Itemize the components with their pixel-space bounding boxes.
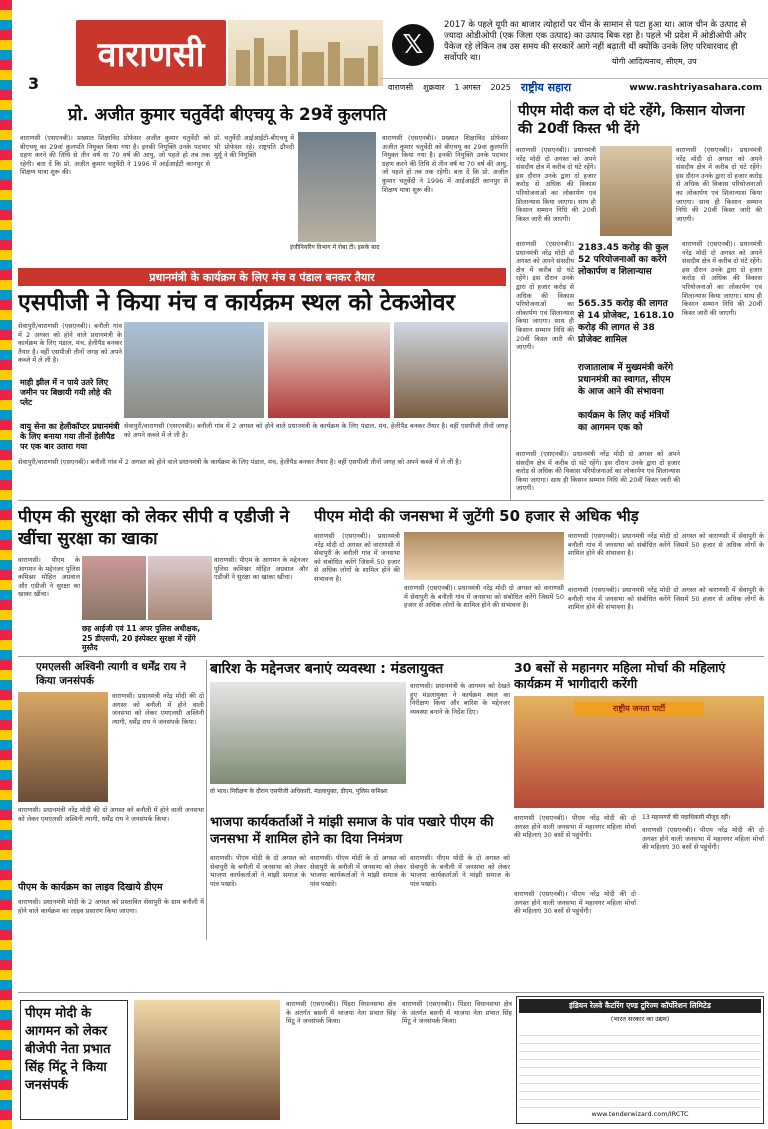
newspaper-logo: राष्ट्रीय सहारा — [520, 81, 572, 94]
headline: 30 बसों से महानगर महिला मोर्चा की महिलाएं कार्यक्रम में भागीदारी करेंगी — [514, 660, 726, 691]
color-strip — [0, 0, 12, 1129]
article-body: वाराणसी (एसएनबी)। प्रधानमंत्री नरेंद्र मोदी दो अगस्त को अपने संसदीय क्षेत्र में करीब दो घंटे रहेंगे। इस दौरान उनके द्वारा दो हजार करोड़ से अधिक की विकास परियोजनाओं का लोकार्पण एवं शिलान्यास किया जाएगा। साथ ही किसान सम्मान निधि की 20वीं किस्त जारी की जाएगी। — [516, 146, 596, 223]
article-body: वाराणसी। पीएम मोदी के दो अगस्त को सेवापुरी के बनौली में जनसभा को लेकर भाजपा कार्यकर्ताओं ने मांझी समाज के पांव पखारे। — [210, 854, 306, 888]
pandal-photo — [268, 322, 390, 418]
advert-footer[interactable]: www.tenderwizard.com/IRCTC — [591, 1110, 689, 1118]
headline: पीएम मोदी की जनसभा में जुटेंगी 50 हजार से अधिक भीड़ — [314, 507, 639, 525]
article-body: वाराणसी (एसएनबी)। प्रधानमंत्री नरेंद्र मोदी दो अगस्त को वाराणसी में सेवापुरी के बनौली गांव में जनसभा को संबोधित करेंगे जिसमें 50 हजार से अधिक लोगों के शामिल होने की संभावना है। — [314, 532, 400, 583]
article-body-2: वाराणसी (एसएनबी)। प्रधानमंत्री नरेंद्र मोदी दो अगस्त को वाराणसी में सेवापुरी के बनौली गांव में जनसभा को संबोधित करेंगे जिसमें 50 हजार से अधिक लोगों के शामिल होने की संभावना है। — [404, 584, 564, 610]
story-rally — [314, 506, 764, 656]
headline: बारिश के मद्देनजर बनाएं व्यवस्था : मंडलायुक्त — [210, 661, 444, 677]
article-body: वाराणसी (एसएनबी)। प्रख्यात शिक्षाविद प्रोफेसर अजीत कुमार चतुर्वेदी को बीएचयू का 29वां कुलपति नियुक्त किया गया है। इनकी नियुक्ति उनके पदभार ग्रहण करने की तिथि से तीन वर्ष या 70 वर्ष की आयु, जो पहले हो तब तक रहेगी। बता दें कि प्रो. अजीत कुमार चतुर्वेदी ने 1996 में आईआईटी कानपुर से शिक्षण यात्रा शुरू की। — [20, 134, 210, 177]
article-body-3: वाराणसी (एसएनबी)। पीएम नरेंद्र मोदी की दो अगस्त होने वाली जनसभा में महानगर महिला मोर्चा की महिलाएं 30 बसों से पहुंचेंगी। — [514, 890, 636, 916]
weekday: शुक्रवार — [423, 83, 445, 92]
advert-subheader: (भारत सरकार का उद्यम) — [610, 1015, 670, 1023]
article-body: वाराणसी। पीएम के आगमन के मद्देनजर पुलिस कमिश्नर मोहित अग्रवाल और एडीजी ने सुरक्षा का खाका खींचा। — [18, 556, 80, 599]
headline: प्रो. अजीत कुमार चतुर्वेदी बीएचयू के 29वें कुलपति — [68, 105, 387, 125]
story-pm-kisan — [514, 100, 764, 500]
mlc-photo — [18, 692, 108, 802]
article-body: वाराणसी (एसएनबी)। पिंडरा विधानसभा क्षेत्र के अंतर्गत बसनी में भाजपा नेता प्रभात सिंह मिंटू ने जनसंपर्क किया। — [286, 1000, 396, 1026]
dateline — [380, 78, 768, 96]
helicopter-photo — [124, 322, 264, 418]
subhead-live: पीएम के कार्यक्रम का लाइव दिखाये डीएम — [18, 882, 163, 893]
pm-modi-photo — [600, 146, 672, 236]
photo-banner: राष्ट्रीय जनता पार्टी — [574, 702, 704, 716]
article-body-2: वाराणसी (एसएनबी)। पिंडरा विधानसभा क्षेत्र के अंतर्गत बसनी में भाजपा नेता प्रभात सिंह मिंटू ने जनसंपर्क किया। — [402, 1000, 512, 1026]
officer-photo-1 — [82, 556, 146, 620]
row-divider — [18, 500, 764, 501]
headline: एमएलसी अश्विनी त्यागी व धर्मेंद्र राय ने किया जनसंपर्क — [36, 661, 186, 687]
article-body-2: वाराणसी। पीएम के आगमन के मद्देनजर पुलिस कमिश्नर मोहित अग्रवाल और एडीजी ने सुरक्षा का खाका खींचा। — [214, 556, 308, 582]
deployment-callout: छह आईजी एवं 11 अपर पुलिस अधीक्षक, 25 डीएसपी, 20 इंस्पेक्टर सुरक्षा में रहेंगे मुस्तैद — [82, 624, 201, 652]
headline: पीएम मोदी कल दो घंटे रहेंगे, किसान योजना की 20वीं किस्त भी देंगे — [518, 103, 745, 137]
column-divider — [510, 100, 511, 500]
story-women — [514, 660, 764, 988]
advert-body — [519, 1028, 761, 1108]
website-link[interactable]: www.rashtriyasahara.com — [629, 82, 762, 93]
article-body-2: वाराणसी। प्रधानमंत्री नरेंद्र मोदी की दो अगस्त को बनौली में होने वाली जनसभा को लेकर एमएलसी अश्विनी त्यागी, धर्मेंद्र राय ने जनसंपर्क किया। — [18, 806, 204, 823]
article-body-2: वाराणसी। पीएम मोदी के दो अगस्त को सेवापुरी के बनौली में जनसभा को लेकर भाजपा कार्यकर्ताओं ने मांझी समाज के पांव पखारे। — [310, 854, 406, 888]
tender-advert — [516, 996, 764, 1124]
photo-caption: इंजीनियरिंग विभाग में रोबा टी। इसके बाद — [290, 244, 380, 251]
callout-ministers: कार्यक्रम के लिए कई मंत्रियों का आगमन एक को — [578, 411, 670, 433]
article-body-3: वाराणसी (एसएनबी)। प्रधानमंत्री नरेंद्र मोदी दो अगस्त को वाराणसी में सेवापुरी के बनौली गांव में जनसभा को संबोधित करेंगे जिसमें 50 हजार से अधिक लोगों के शामिल होने की संभावना है। — [568, 532, 764, 558]
sub-body: वाराणसी। प्रधानमंत्री मोदी के 2 अगस्त को प्रस्तावित सेवापुरी के ग्राम बनौली में होने वाले कार्यक्रम का लाइव प्रसारण किया जाएगा। — [18, 898, 204, 915]
photo-caption: वो भाव। निरीक्षण के दौरान एसपीजी अधिकारी, मंडलायुक्त, डीएम, पुलिस कमिश्नर — [210, 788, 388, 795]
article-body-3: वाराणसी। पीएम मोदी के दो अगस्त को सेवापुरी के बनौली में जनसभा को लेकर भाजपा कार्यकर्ताओं ने मांझी समाज के पांव पखारे। — [410, 854, 510, 888]
story-security — [18, 506, 308, 656]
article-body-3: सेवापुरी/वाराणसी (एसएनबी)। बनौली गांव में 2 अगस्त को होने वाले प्रधानमंत्री के कार्यक्रम के लिए पंडाल, मंच, हेलीपैड बनकर तैयार है। वहीं एसपीजी तीनों जगह को अपने कब्जे में ले ली है। — [124, 422, 508, 439]
section-banner: प्रधानमंत्री के कार्यक्रम के लिए मंच व पंडाल बनकर तैयार — [18, 268, 506, 286]
column-divider-2 — [206, 660, 207, 940]
story-spg — [18, 288, 508, 494]
rally-leaders-photo — [404, 532, 564, 580]
article-body: वाराणसी। प्रधानमंत्री नरेंद्र मोदी की दो अगस्त को बनौली में होने वाली जनसभा को लेकर एमएलसी अश्विनी त्यागी, धर्मेंद्र राय ने जनसंपर्क किया। — [112, 692, 204, 726]
article-body-3: वाराणसी (एसएनबी)। प्रधानमंत्री नरेंद्र मोदी दो अगस्त को अपने संसदीय क्षेत्र में करीब दो घंटे रहेंगे। इस दौरान उनके द्वारा दो हजार करोड़ से अधिक की विकास परियोजनाओं का लोकार्पण एवं शिलान्यास किया जाएगा। साथ ही किसान सम्मान निधि की 20वीं किस्त जारी की जाएगी। — [516, 240, 574, 352]
story-mlc — [18, 660, 204, 940]
venue-photo — [394, 322, 508, 418]
row-divider-2 — [18, 656, 764, 657]
year: 2025 — [490, 83, 511, 92]
date: 1 अगस्त — [454, 83, 481, 92]
article-body-2: प्रो. चतुर्वेदी आईआईटी-बीएचयू में भी प्रोफेसर रहे। राष्ट्रपति द्रौपदी मुर्मू ने की नियुक्ति — [214, 134, 294, 160]
article-body-2: वाराणसी (एसएनबी)। पीएम नरेंद्र मोदी की दो अगस्त होने वाली जनसभा में महानगर महिला मोर्चा की महिलाएं 30 बसों से पहुंचेंगी। — [642, 826, 764, 852]
article-body-2: सेवापुरी/वाराणसी (एसएनबी)। बनौली गांव में 2 अगस्त को होने वाले प्रधानमंत्री के कार्यक्रम के लिए पंडाल, मंच, हेलीपैड बनकर तैयार है। वहीं एसपीजी तीनों जगह को अपने कब्जे में ले ली है। — [18, 458, 462, 466]
pullquote-plate: माही झील में न पाये उतरे लिए जमीन पर बिछायी गयी लोहे की प्लेट — [20, 378, 112, 407]
article-body: वाराणसी (एसएनबी)। पीएम नरेंद्र मोदी की दो अगस्त होने वाली जनसभा में महानगर महिला मोर्चा की महिलाएं 30 बसों से पहुंचेंगी। — [514, 814, 636, 840]
article-body-2: वाराणसी (एसएनबी)। प्रधानमंत्री नरेंद्र मोदी दो अगस्त को अपने संसदीय क्षेत्र में करीब दो घंटे रहेंगे। इस दौरान उनके द्वारा दो हजार करोड़ से अधिक की विकास परियोजनाओं का लोकार्पण एवं शिलान्यास किया जाएगा। साथ ही किसान सम्मान निधि की 20वीं किस्त जारी की जाएगी। — [676, 146, 762, 223]
masthead — [0, 0, 768, 100]
photo-caption: 13 महानगरों की पदाधिकारी मौजूद रहीं। — [642, 814, 731, 821]
story-bjp — [210, 814, 510, 986]
story-welcome-headline-box — [20, 1000, 128, 1120]
vc-portrait-photo — [298, 132, 376, 242]
officer-photo-2 — [148, 556, 212, 620]
callout-projects: 2183.45 करोड़ की कुल 52 परियोजनाओं का करेंगे लोकार्पण व शिलान्यास — [578, 243, 669, 277]
story-vc — [20, 104, 508, 264]
headline: एसपीजी ने किया मंच व कार्यक्रम स्थल को टेकओवर — [18, 290, 455, 316]
article-body-4: वाराणसी (एसएनबी)। प्रधानमंत्री नरेंद्र मोदी दो अगस्त को वाराणसी में सेवापुरी के बनौली गांव में जनसभा को संबोधित करेंगे जिसमें 50 हजार से अधिक लोगों के शामिल होने की संभावना है। — [568, 586, 764, 612]
city-nameplate: वाराणसी — [76, 20, 226, 86]
callout-costs: 565.35 करोड़ की लागत से 14 प्रोजेक्ट, 1618.10 करोड़ की लागत से 38 प्रोजेक्ट शामिल — [578, 299, 674, 345]
row-divider-3 — [18, 992, 764, 993]
ghat-skyline-illustration — [228, 20, 383, 86]
x-logo-icon: 𝕏 — [392, 24, 434, 66]
tweet-quote: 2017 के पहले यूपी का बाजार त्योहारों पर चीन के सामान से पटा हुआ था। आज चीन के उत्पाद से ज्यादा ओडीओपी (एक जिला एक उत्पाद) का उत्पाद बिक रहा है। पहले भी प्रदेश में ओडीओपी और पैकेज रहे लेकिन तब उस समय की सरकारें आगे नहीं बढ़ाती थीं क्योंकि उनके लिए परिवारवाद ही सर्वोपरि था। — [444, 20, 747, 63]
page-number: 3 — [28, 74, 40, 93]
article-body-3: वाराणसी (एसएनबी)। प्रख्यात शिक्षाविद प्रोफेसर अजीत कुमार चतुर्वेदी को बीएचयू का 29वां कुलपति नियुक्त किया गया है। इनकी नियुक्ति उनके पदभार ग्रहण करने की तिथि से तीन वर्ष या 70 वर्ष की आयु, जो पहले हो तब तक रहेगी। बता दें कि प्रो. अजीत कुमार चतुर्वेदी ने 1996 में आईआईटी कानपुर से शिक्षण यात्रा शुरू की। — [382, 134, 508, 194]
article-body: सेवापुरी/वाराणसी (एसएनबी)। बनौली गांव में 2 अगस्त को होने वाले प्रधानमंत्री के कार्यक्रम के लिए पंडाल, मंच, हेलीपैड बनकर तैयार है। वहीं एसपीजी तीनों जगह को अपने कब्जे में ले ली है। — [18, 322, 122, 365]
article-body-4: वाराणसी (एसएनबी)। प्रधानमंत्री नरेंद्र मोदी दो अगस्त को अपने संसदीय क्षेत्र में करीब दो घंटे रहेंगे। इस दौरान उनके द्वारा दो हजार करोड़ से अधिक की विकास परियोजनाओं का लोकार्पण एवं शिलान्यास किया जाएगा। साथ ही किसान सम्मान निधि की 20वीं किस्त जारी की जाएगी। — [682, 240, 762, 317]
advert-header: इंडियन रेलवे कैटरिंग एण्ड टूरिज्म कॉर्पोरेशन लिमिटेड — [519, 999, 761, 1013]
pullquote-helicopter: वायु सेना का हेलीकॉप्टर प्रधानमंत्री के लिए बनाया गया तीनों हेलीपैड पर एक बार उतारा गया — [20, 422, 120, 451]
headline: भाजपा कार्यकर्ताओं ने मांझी समाज के पांव पखारे पीएम की जनसभा में शामिल होने का दिया निमंत्रण — [210, 815, 494, 847]
story-rain — [210, 660, 510, 810]
article-body-5: वाराणसी (एसएनबी)। प्रधानमंत्री नरेंद्र मोदी दो अगस्त को अपने संसदीय क्षेत्र में करीब दो घंटे रहेंगे। इस दौरान उनके द्वारा दो हजार करोड़ से अधिक की विकास परियोजनाओं का लोकार्पण एवं शिलान्यास किया जाएगा। साथ ही किसान सम्मान निधि की 20वीं किस्त जारी की जाएगी। — [516, 450, 680, 493]
tweet-author: योगी आदित्यनाथ, सीएम, उप — [612, 57, 697, 66]
article-body: वाराणसी। प्रधानमंत्री के आगमन को देखते हुए मंडलायुक्त ने कार्यक्रम स्थल का निरीक्षण किया और बारिश के मद्देनजर व्यवस्था बनाने के निर्देश दिए। — [410, 682, 510, 716]
headline: पीएम मोदी के आगमन को लेकर बीजेपी नेता प्रभात सिंह मिंटू ने किया जनसंपर्क — [25, 1006, 111, 1093]
inspection-photo — [210, 682, 406, 784]
edition: वाराणसी — [388, 83, 414, 92]
headline: पीएम की सुरक्षा को लेकर सीपी व एडीजी ने खींचा सुरक्षा का खाका — [18, 507, 290, 549]
story-welcome — [286, 1000, 512, 1120]
subhead-cm-welcome: राजातालाब में मुख्यमंत्री करेंगे प्रधानमंत्री का स्वागत, सीएम के आज आने की संभावना — [578, 363, 674, 397]
welcome-photo — [134, 1000, 280, 1120]
